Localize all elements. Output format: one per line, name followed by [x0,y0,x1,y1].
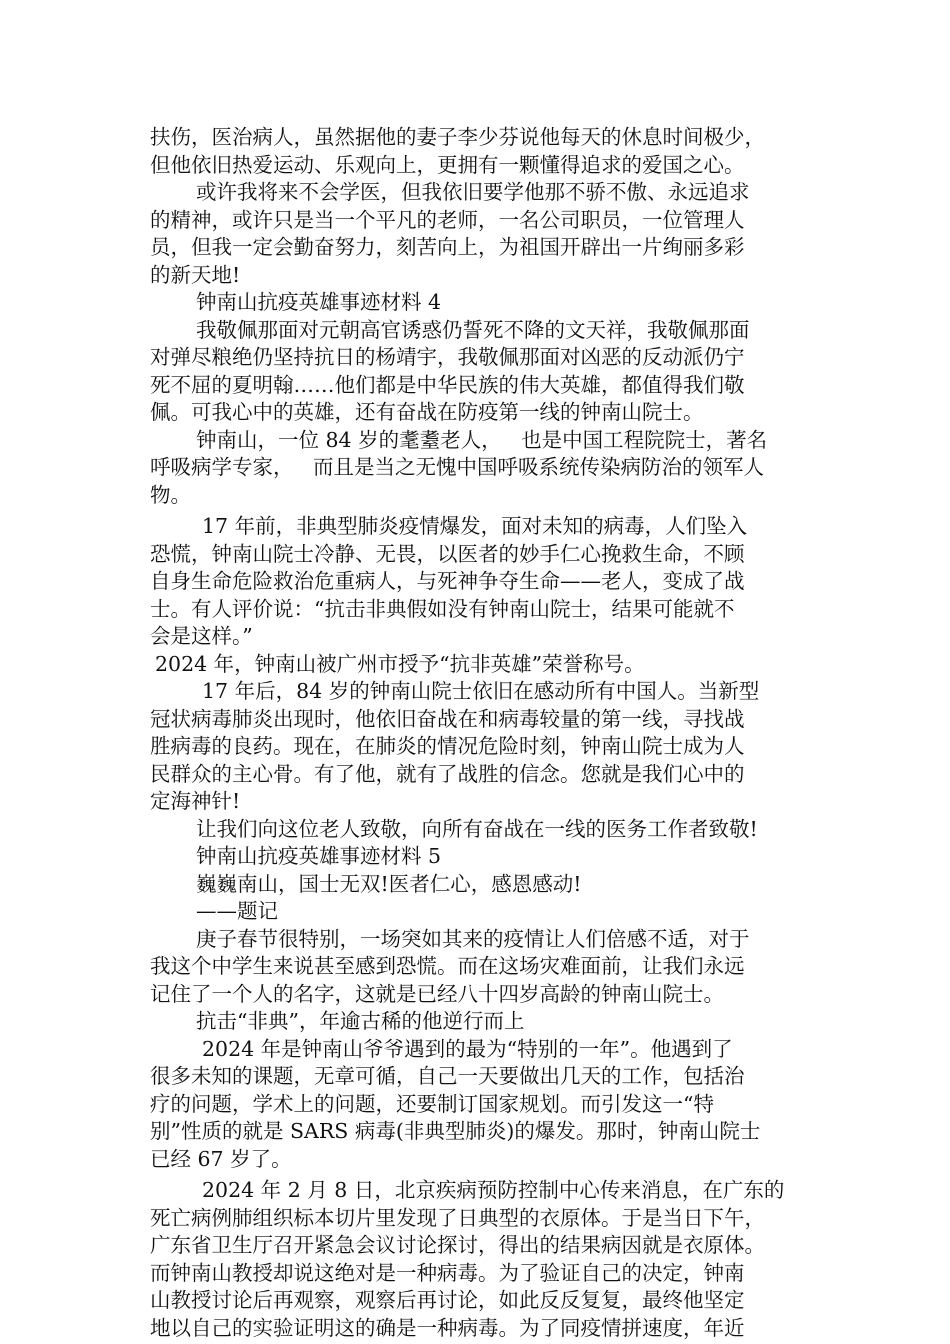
text-line: 但他依旧热爱运动、乐观向上，更拥有一颗懂得追求的爱国之心。 [150,152,745,177]
text-line: 恐慌，钟南山院士冷静、无畏，以医者的妙手仁心挽救生命，不顾 [150,541,745,566]
text-line: 物。 [150,482,191,507]
text-line: 佩。可我心中的英雄，还有奋战在防疫第一线的钟南山院士。 [150,400,704,424]
text-line: 死不屈的夏明翰……他们都是中华民族的伟大英雄，都值得我们敬 [150,372,745,397]
text-line: 2024 年，钟南山被广州市授予“抗非英雄”荣誉称号。 [155,651,645,676]
text-line: ——题记 [196,899,278,923]
body-text [150,124,830,1342]
text-line: 17 年前，非典型肺炎疫情爆发，面对未知的病毒，人们坠入 [202,514,748,538]
text-line: 我这个中学生来说甚至感到恐慌。而在这场灾难面前，让我们永远 [150,954,745,978]
text-line: 已经 67 岁了。 [150,1146,292,1171]
text-line: 巍巍南山，国士无双!医者仁心，感恩感动! [196,871,582,896]
text-line: 很多未知的课题，无章可循，自己一天要做出几天的工作，包括治 [150,1064,745,1088]
text-line: 员，但我一定会勤奋努力，刻苦向上，为祖国开辟出一片绚丽多彩 [150,235,745,259]
text-line: 士。有人评价说：“抗击非典假如没有钟南山院士，结果可能就不 [150,596,735,621]
text-line: 自身生命危险救治危重病人，与死神争夺生命——老人，变成了战 [150,569,745,593]
text-line: 而钟南山教授却说这绝对是一种病毒。为了验证自己的决定，钟南 [150,1260,745,1285]
text-line: 呼吸病学专家， 而且是当之无愧中国呼吸系统传染病防治的领军人 [150,455,765,479]
section-subheading: 抗击“非典”，年逾古稀的他逆行而上 [196,1009,525,1033]
text-line: 让我们向这位老人致敬，向所有奋战在一线的医务工作者致敬! [196,816,758,841]
text-line: 疗的问题，学术上的问题，还要制订国家规划。而引发这一“特 [150,1091,714,1116]
text-line: 会是这样。” [150,624,253,648]
text-line: 或许我将来不会学医，但我依旧要学他那不骄不傲、永远追求 [196,180,750,204]
text-line: 2024 年是钟南山爷爷遇到的最为“特别的一年”。他遇到了 [202,1036,733,1061]
section-heading: 钟南山抗疫英雄事迹材料 5 [196,844,442,868]
text-line: 扶伤，医治病人，虽然据他的妻子李少芬说他每天的休息时间极少， [150,125,765,149]
text-line: 广东省卫生厅召开紧急会议讨论探讨，得出的结果病因就是衣原体。 [150,1233,765,1257]
text-line: 我敬佩那面对元朝高官诱惑仍誓死不降的文天祥，我敬佩那面 [196,317,750,342]
text-line: 定海神针! [150,789,241,813]
text-line: 山教授讨论后再观察，观察后再讨论，如此反反复复，最终他坚定 [150,1288,745,1312]
text-line: 17 年后，84 岁的钟南山院士依旧在感动所有中国人。当新型 [202,679,760,703]
text-line: 地以自己的实验证明这的确是一种病毒。为了同疫情拼速度，年近 [150,1315,745,1340]
text-line: 记住了一个人的名字，这就是已经八十四岁高龄的钟南山院士。 [150,981,724,1006]
text-line: 民群众的主心骨。有了他，就有了战胜的信念。您就是我们心中的 [150,761,745,786]
text-line: 钟南山，一位 84 岁的耄耋老人， 也是中国工程院院士，著名 [196,427,768,452]
text-line: 别”性质的就是 SARS 病毒(非典型肺炎)的爆发。那时，钟南山院士 [150,1119,761,1143]
text-line: 死亡病例肺组织标本切片里发现了日典型的衣原体。于是当日下午， [150,1205,765,1230]
text-line: 胜病毒的良药。现在，在肺炎的情况危险时刻，钟南山院士成为人 [150,734,745,758]
text-line: 庚子春节很特别，一场突如其来的疫情让人们倍感不适，对于 [196,926,750,951]
text-line: 冠状病毒肺炎出现时，他依旧奋战在和病毒较量的第一线，寻找战 [150,706,745,731]
text-line: 的精神，或许只是当一个平凡的老师，一名公司职员，一位管理人 [150,207,745,232]
section-heading: 钟南山抗疫英雄事迹材料 4 [196,290,442,314]
text-line: 的新天地! [150,262,241,287]
text-line: 对弹尽粮绝仍坚持抗日的杨靖宇，我敬佩那面对凶恶的反动派仍宁 [150,345,745,369]
text-line: 2024 年 2 月 8 日，北京疾病预防控制中心传来消息，在广东的 [202,1178,785,1202]
